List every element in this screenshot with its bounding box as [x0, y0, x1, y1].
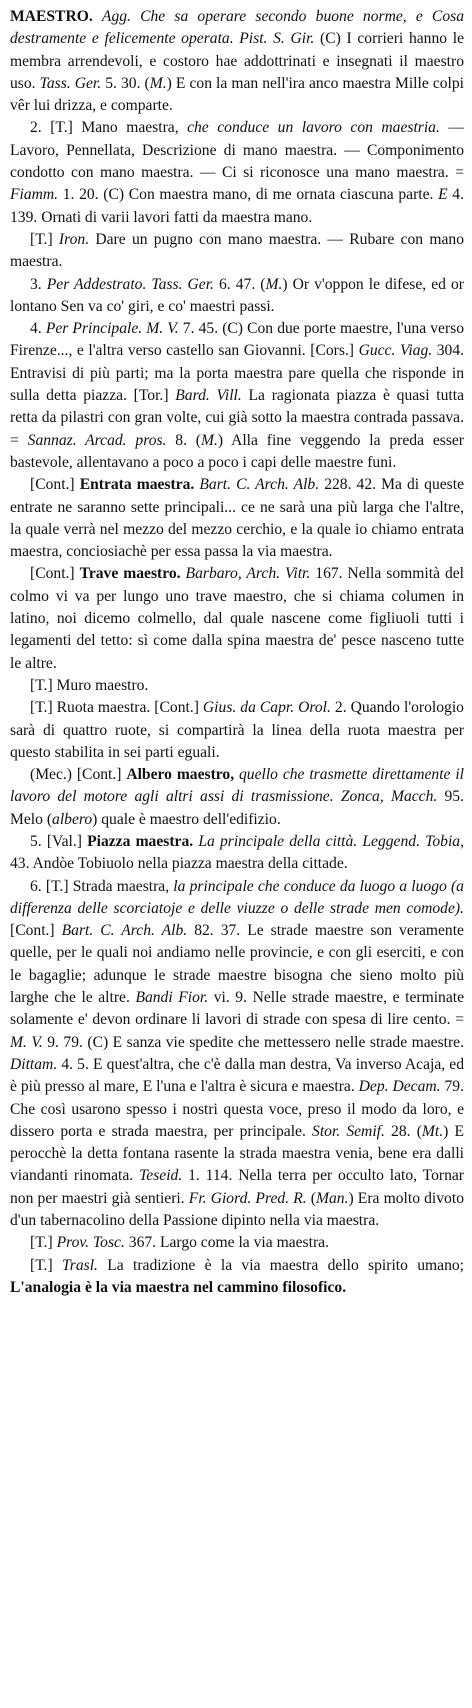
entry-italic-text: Dep. Decam.: [358, 1078, 441, 1096]
entry-text: 79. Che così usarono spesso i nostri questa voce, preso il modo da loro, e dissero porta e strada maestra, per principale.: [10, 1078, 464, 1140]
entry-bold-term: Albero maestro,: [126, 766, 235, 784]
entry-bold-term: L'analogia è la via maestra nel cammino filosofico.: [10, 1278, 347, 1296]
entry-text: [T.]: [30, 1234, 57, 1252]
entry-text: 1. 20. (C) Con maestra mano, di me ornata ciascuna parte.: [58, 186, 439, 204]
entry-text: 167. Nella sommità del colmo vi va per lungo uno trave maestro, che si chiama columen in latino, noi dicemo colmello, dal quale nascene come figliuoli tutti i legamenti del tetto: sì come dalla spina maestra de' pesce nasceno tutte le altre.: [10, 565, 465, 672]
entry-text: La ragionata piazza è quasi tutta retta da pilastri con gran volte, cui già sotto la maestra contrada passava. =: [10, 387, 465, 449]
entry-italic-text: quello che trasmette direttamente il lavoro del motore agli altri assi di trasmissione. Zonca, Macch.: [10, 766, 464, 806]
entry-text: ) Era molto divoto d'un tabernacolino della Passione dipinto nella via maestra.: [10, 1189, 464, 1230]
entry-bold-term: Entrata maestra.: [79, 476, 195, 494]
entry-italic-text: Man.: [315, 1189, 349, 1207]
entry-italic-text: M.: [265, 275, 283, 293]
entry-bold-term: Trave maestro.: [79, 565, 181, 583]
entry-text: La tradizione è la via maestra dello spirito umano;: [97, 1256, 464, 1274]
entry-text: Dare un pugno con mano maestra. — Rubare con mano maestra.: [10, 230, 464, 271]
entry-text: 228. 42. Ma di queste entrate ne saranno sette principali... ce ne sarà una più larga che l'altre, la quale verrà nel mezzo del mezzo cerchio, e la quale io chiamo entrata maestra, conciosiachè per essa passa la via maestra.: [10, 476, 464, 561]
entry-sense-paragraph: [10, 318, 464, 474]
entry-sense-paragraph: [10, 876, 464, 1233]
entry-text: ) E perocchè la detta fontana rasente la strada maestra venia, bene era dalli viandanti rinomata.: [10, 1122, 465, 1185]
entry-italic-text: Gius. da Capr. Orol.: [202, 699, 331, 717]
entry-text: (C) I corrieri hanno le membra arrendevoli, e costoro hae addottrinati e insegnati il maestro uso.: [10, 30, 464, 92]
entry-sense-paragraph: [10, 117, 464, 228]
entry-text: 5. 30. (: [101, 74, 150, 92]
entry-text: [T.] Muro maestro.: [30, 676, 149, 694]
entry-text: 367. Largo come la via maestra.: [124, 1234, 329, 1252]
entry-italic-text: Bard. Vill.: [175, 387, 242, 405]
entry-italic-text: che conduce un lavoro con maestria.: [187, 119, 440, 137]
entry-text: 43. Andòe Tobiuolo nella piazza maestra della cittade.: [10, 855, 348, 873]
entry-text: 2. [T.] Mano maestra,: [30, 119, 188, 137]
entry-text: [Cont.]: [30, 476, 80, 494]
entry-italic-text: Bart. C. Arch. Alb.: [199, 476, 320, 494]
entry-italic-text: M. V.: [10, 1033, 43, 1051]
entry-text: 6. 47. (: [213, 275, 266, 293]
entry-italic-text: Bandi Fior.: [135, 989, 209, 1007]
entry-text: 304. Entravisi di più parti; ma la porta maestra pare quella che risponde in sulla detta piazza. [Tor.]: [10, 342, 465, 405]
entry-text: ) Or v'oppon le difese, ed or lontano Sen va co' giri, e co' maestri passi.: [10, 275, 464, 315]
entry-italic-text: Sannaz. Arcad. pros.: [27, 431, 167, 449]
entry-text: 2. Quando l'orologio sarà di quattro ruote, si compartirà la linea della ruota maestra per questo stabilita in sei parti eguali.: [10, 699, 464, 761]
entry-italic-text: Prov. Tosc.: [56, 1234, 125, 1252]
entry-italic-text: Stor. Semif.: [312, 1122, 385, 1140]
entry-text: 82. 37. Le strade maestre son veramente quelle, per le quali noi andiamo nelle provincie, e con gli eserciti, e con le bagaglie; adunque le strade maestre bisogna che sieno molto più larghe che le altre.: [10, 922, 464, 1007]
entry-text: [T.]: [30, 230, 59, 248]
entry-italic-text: Barbaro, Arch. Vitr.: [185, 565, 311, 583]
entry-text: [T.] Ruota maestra. [Cont.]: [30, 699, 203, 717]
entry-text: ) E con la man nell'ira anco maestra Mille colpi vêr lui drizza, e comparte.: [10, 74, 465, 115]
entry-italic-text: Iron.: [58, 230, 90, 248]
entry-text: [T.]: [30, 1256, 62, 1274]
entry-sense-paragraph: [10, 697, 464, 764]
entry-italic-text: Teseid.: [139, 1167, 183, 1185]
entry-text: vi. 9. Nelle strade maestre, e terminate solamente e' devon ordinare li lavori di strade con spesa di lire cento. =: [10, 989, 465, 1029]
entry-text: 95. Melo (: [10, 788, 464, 828]
entry-text: 6. [T.] Strada maestra,: [30, 877, 174, 895]
entry-text: ) quale è maestro dell'edifizio.: [92, 810, 281, 828]
entry-headword-paragraph: [10, 6, 464, 117]
entry-text: 1. 114. Nella terra per occulto lato, Tornar non per maestri già sentieri.: [10, 1167, 464, 1207]
entry-text: (Mec.) [Cont.]: [30, 766, 127, 784]
entry-italic-text: Gucc. Viag.: [358, 342, 433, 360]
entry-text: 3.: [30, 275, 47, 293]
entry-italic-text: Agg. Che sa operare secondo buone norme, e Cosa destramente e felicemente operata.: [10, 8, 464, 48]
entry-text: — Lavoro, Pennellata, Descrizione di mano maestra. — Componimento condotto con mano maestra. — Ci si riconosce una mano maestra. =: [10, 119, 464, 182]
entry-sense-paragraph: [10, 1255, 464, 1300]
entry-italic-text: Per Principale. M. V.: [45, 320, 179, 338]
entry-text: 4. 5. E quest'altra, che c'è dalla man destra, Va inverso Acaja, ed è più presso al mare, E l'una e l'altra è sicura e maestra.: [10, 1055, 464, 1096]
entry-italic-text: Tass. Ger.: [39, 74, 102, 92]
entry-text: ) Alla fine veggendo la preda esser bastevole, allentavano a poco a poco i capi delle maestre funi.: [10, 431, 464, 471]
entry-text: 4. 139. Ornati di varii lavori fatti da maestra mano.: [10, 186, 464, 226]
entry-text: 9. 79. (C) E sanza vie spedite che mettessero nelle strade maestre.: [42, 1033, 464, 1051]
entry-text: [93, 8, 102, 25]
entry-bold-term: Piazza maestra.: [87, 832, 194, 850]
entry-italic-text: Mt.: [421, 1122, 444, 1140]
entry-sense-paragraph: [10, 831, 464, 876]
entry-sense-paragraph: [10, 274, 464, 319]
entry-text: 7. 45. (C) Con due porte maestre, l'una verso Firenze..., e l'altra verso castello san Giovanni. [Cors.]: [10, 320, 465, 360]
entry-italic-text: Dittam.: [10, 1055, 58, 1073]
entry-text: 4.: [30, 320, 46, 338]
entry-italic-text: M.: [149, 74, 167, 92]
dictionary-entry-maestro: [10, 6, 464, 1299]
entry-text: (: [306, 1189, 316, 1207]
entry-italic-text: M.: [201, 431, 218, 449]
entry-sense-paragraph: [10, 229, 464, 274]
entry-italic-text: albero: [52, 810, 93, 828]
entry-text: [Cont.]: [10, 922, 62, 940]
entry-italic-text: Bart. C. Arch. Alb.: [61, 922, 188, 940]
entry-italic-text: Fiamm.: [10, 186, 59, 204]
entry-sense-paragraph: [10, 1232, 464, 1254]
entry-text: 5. [Val.]: [30, 832, 88, 850]
entry-sense-paragraph: [10, 563, 464, 674]
entry-sense-paragraph: [10, 675, 464, 697]
entry-sense-paragraph: [10, 764, 464, 831]
entry-italic-text: La principale della città. Leggend. Tobia,: [198, 832, 465, 850]
entry-text: 28. (: [384, 1122, 422, 1140]
entry-text: [Cont.]: [30, 565, 80, 583]
entry-italic-text: la principale che conduce da luogo a luogo (a differenza delle scorciatoje e delle viuzze o delle strade men comode).: [10, 877, 464, 917]
entry-headword: MAESTRO.: [10, 8, 93, 25]
entry-italic-text: Fr. Giord. Pred. R.: [188, 1189, 307, 1207]
entry-italic-text: Trasl.: [61, 1256, 98, 1274]
entry-italic-text: Pist. S. Gir.: [239, 30, 315, 48]
entry-italic-text: E: [438, 186, 448, 204]
entry-italic-text: Per Addestrato. Tass. Ger.: [46, 275, 214, 293]
entry-sense-paragraph: [10, 474, 464, 563]
entry-text: 8. (: [166, 431, 202, 449]
